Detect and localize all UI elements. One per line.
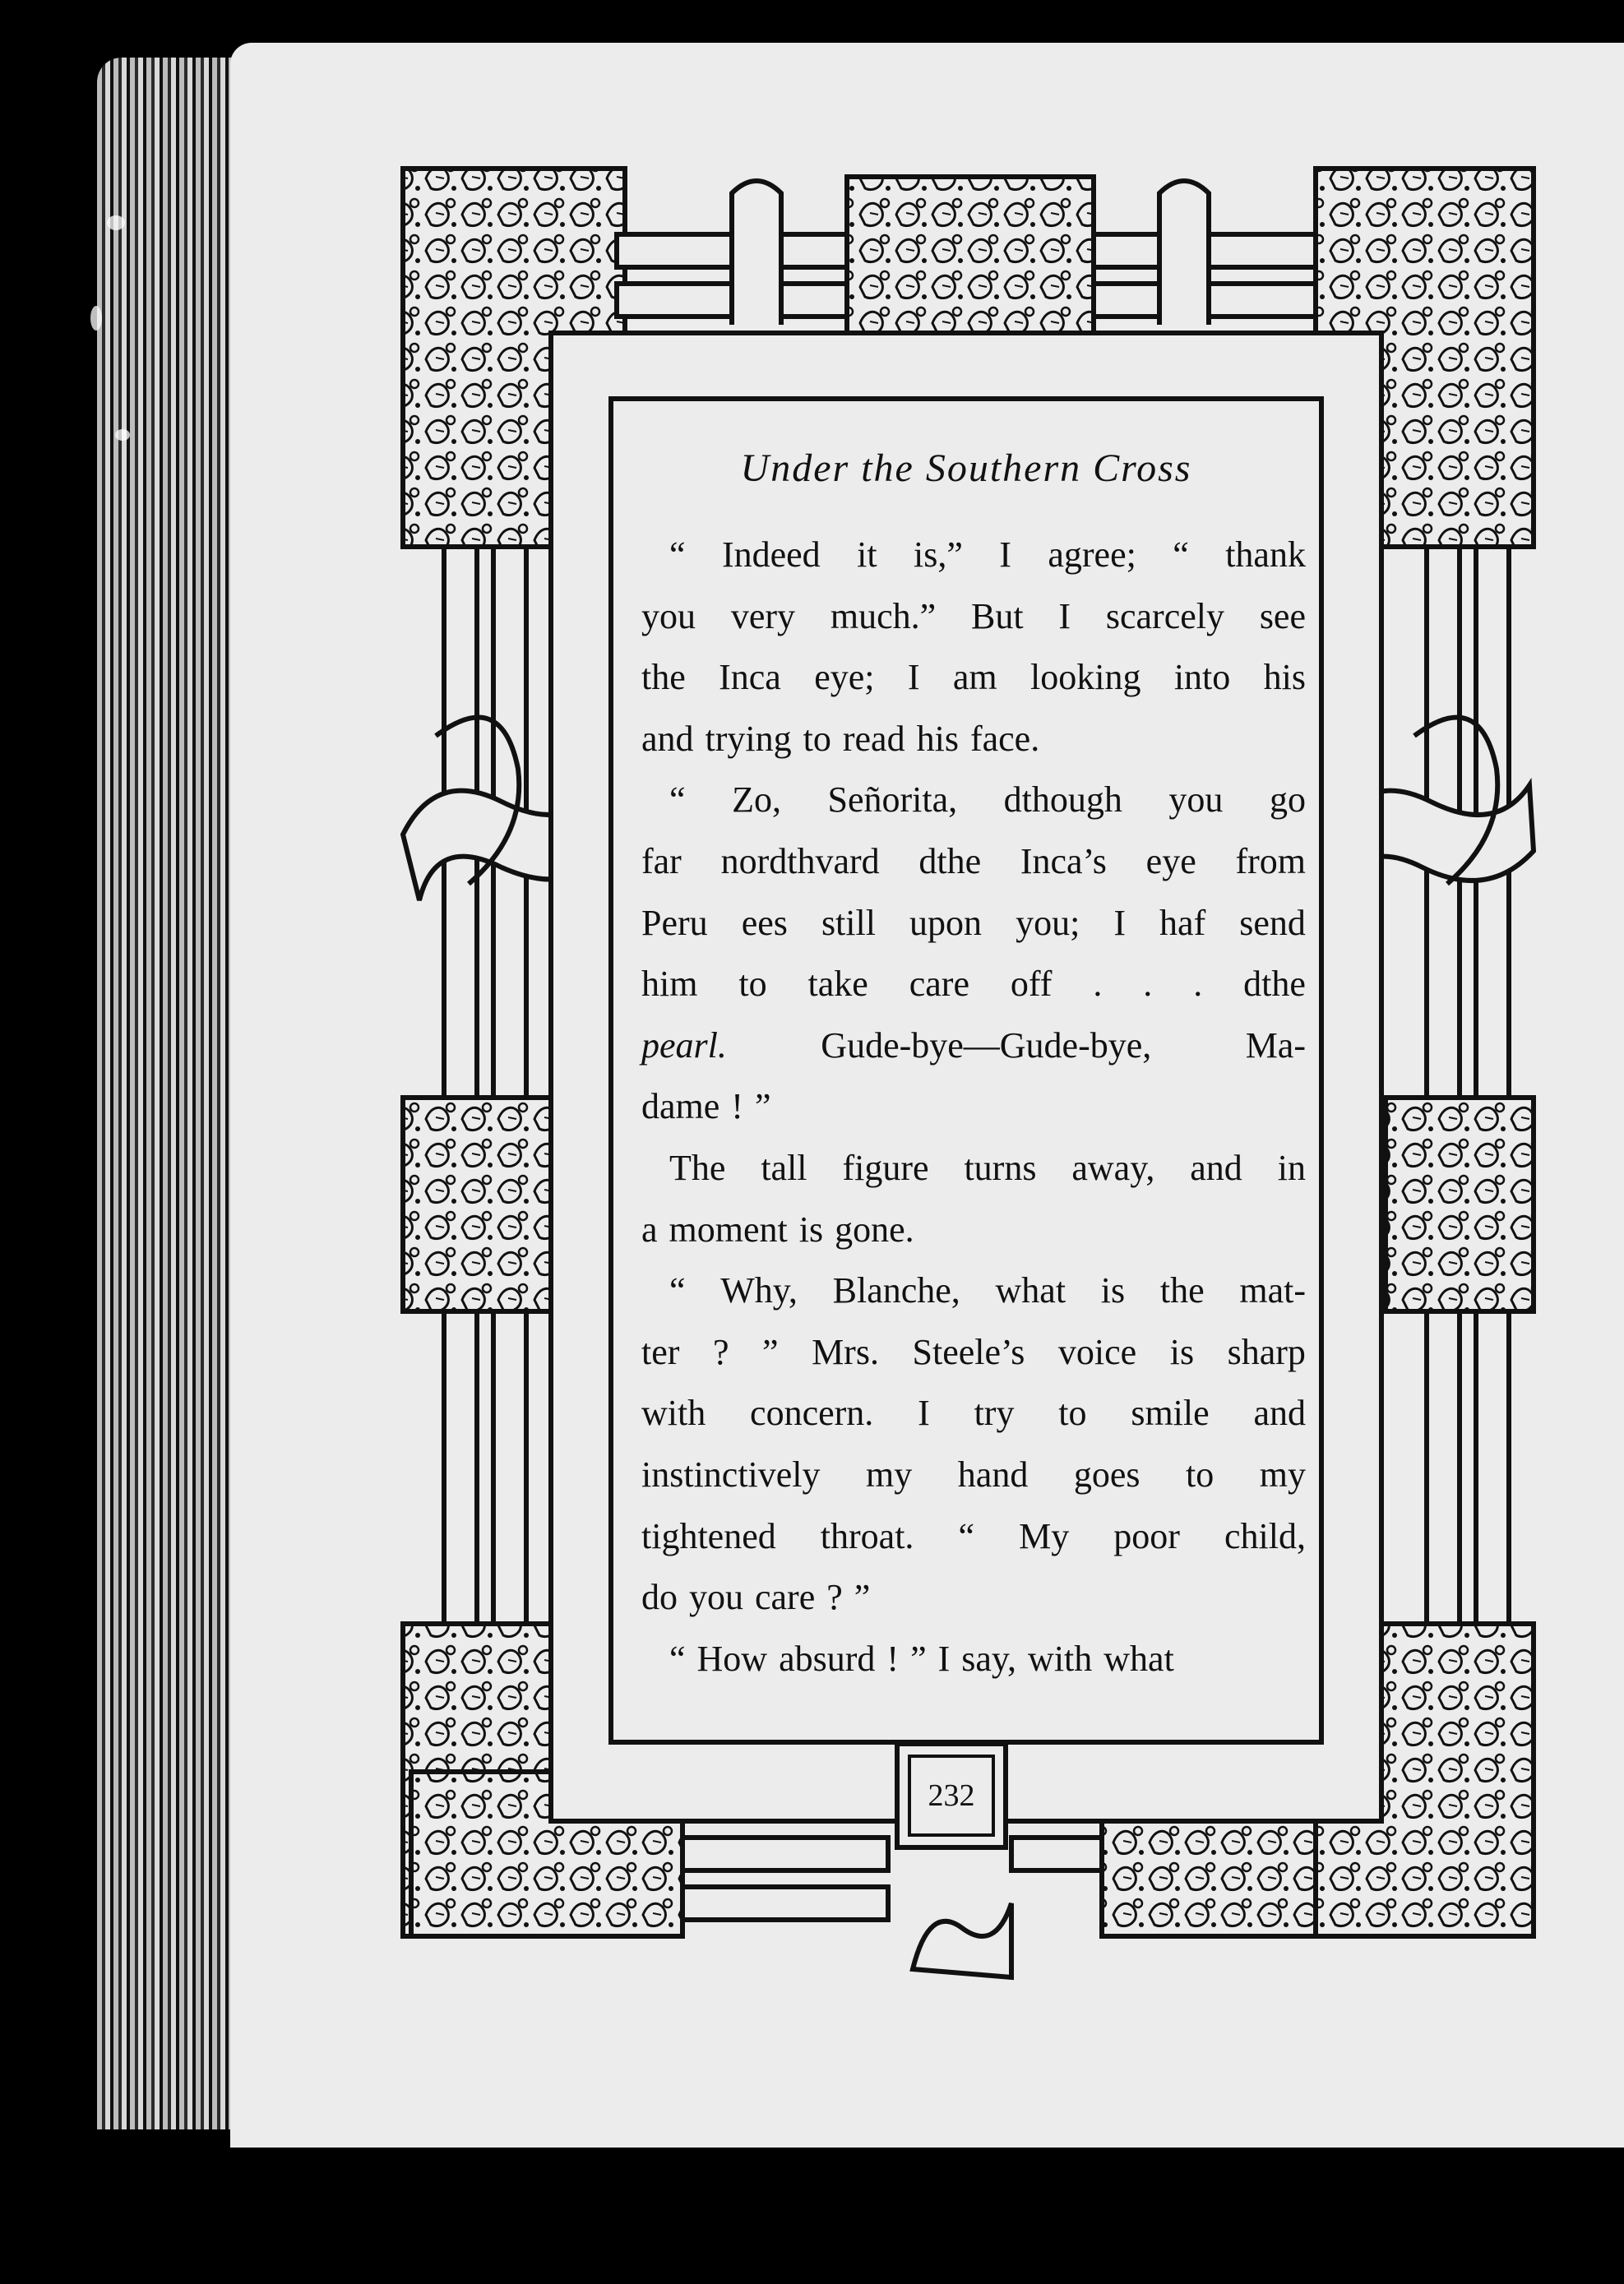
word: his [916, 718, 959, 759]
word: my [1259, 1454, 1306, 1495]
text-line [641, 893, 1306, 955]
word: very [730, 595, 796, 636]
running-head: Under the Southern Cross [740, 446, 1192, 490]
word: is,” [913, 534, 963, 575]
word: I [918, 1393, 930, 1434]
text-line [641, 1076, 1306, 1138]
word: scarcely [1105, 595, 1224, 636]
word: Inca’s [1020, 840, 1107, 881]
word: looking [1030, 657, 1141, 698]
word: I [1113, 902, 1126, 943]
word: ” [762, 1331, 779, 1372]
word: is [798, 1209, 824, 1250]
word: agree; [1048, 534, 1136, 575]
text-line [641, 1322, 1306, 1384]
text-line [641, 1138, 1306, 1200]
word: Steele’s [912, 1331, 1025, 1372]
word: haf [1159, 902, 1206, 943]
word: take [807, 964, 868, 1005]
word: dthe [1243, 964, 1306, 1005]
word: Inca [719, 657, 781, 698]
word: pearl. [641, 1024, 727, 1066]
text-line [641, 1567, 1306, 1629]
word: hand [957, 1454, 1029, 1495]
word: . [1093, 964, 1103, 1005]
word: to [738, 964, 767, 1005]
word: poor [1113, 1515, 1180, 1556]
word: you [641, 595, 696, 636]
text-line [641, 954, 1306, 1015]
text-line [641, 525, 1306, 586]
word: “ [669, 779, 686, 821]
text-line [641, 647, 1306, 709]
word: Mrs. [812, 1331, 879, 1372]
word: ” [910, 1638, 927, 1679]
text-frame [608, 396, 1324, 1745]
word: my [866, 1454, 913, 1495]
word: dthough [1003, 779, 1122, 821]
word: instinctively [641, 1454, 821, 1495]
word: is [1169, 1331, 1195, 1372]
word: I [999, 534, 1011, 575]
word: it [857, 534, 877, 575]
word: and [1253, 1393, 1306, 1434]
word: send [1239, 902, 1306, 943]
word: . [1143, 964, 1153, 1005]
word: ! [731, 1086, 743, 1127]
text-line [641, 1200, 1306, 1261]
text-line [641, 709, 1306, 770]
word: away, [1071, 1147, 1155, 1188]
word: to [1186, 1454, 1215, 1495]
word: do [641, 1577, 678, 1618]
word: go [1269, 779, 1306, 821]
word: But [970, 595, 1024, 636]
word: “ [958, 1515, 975, 1556]
word: much.” [830, 595, 937, 636]
word: smile [1131, 1393, 1210, 1434]
word: Indeed [721, 534, 821, 575]
word: voice [1057, 1331, 1137, 1372]
word: you [689, 1577, 743, 1618]
word: to [1058, 1393, 1087, 1434]
word: see [1259, 595, 1306, 636]
text-line [641, 1506, 1306, 1568]
word: child, [1224, 1515, 1306, 1556]
word: I [907, 657, 920, 698]
word: what [995, 1270, 1066, 1311]
word: you; [1016, 902, 1080, 943]
word: Gude-bye—Gude-bye, [821, 1024, 1152, 1066]
word: ? [712, 1331, 729, 1372]
text-line [641, 1260, 1306, 1322]
text-line [641, 770, 1306, 831]
word: you [1168, 779, 1224, 821]
text-line [641, 831, 1306, 893]
word: what [1103, 1638, 1174, 1679]
word: Zo, [732, 779, 781, 821]
word: I [1058, 595, 1071, 636]
word: care [755, 1577, 816, 1618]
word: say, [961, 1638, 1017, 1679]
word: off [1010, 964, 1053, 1005]
word: eye [1145, 840, 1196, 881]
word: dthe [918, 840, 982, 881]
word: nordthvard [720, 840, 880, 881]
word: ter [641, 1331, 680, 1372]
body-text [641, 525, 1306, 1690]
text-line [641, 1629, 1306, 1690]
word: his [1263, 657, 1306, 698]
word: ! [886, 1638, 900, 1679]
word: gone. [835, 1209, 914, 1250]
word: Peru [641, 902, 708, 943]
text-line [641, 1383, 1306, 1445]
word: ” [754, 1086, 771, 1127]
page-number: 232 [908, 1755, 995, 1837]
word: Señorita, [827, 779, 958, 821]
word: tightened [641, 1515, 776, 1556]
word: upon [909, 902, 983, 943]
word: “ [669, 1270, 686, 1311]
word: read [842, 718, 905, 759]
word: Ma- [1245, 1024, 1306, 1066]
word: care [909, 964, 969, 1005]
word: am [952, 657, 997, 698]
word: with [1028, 1638, 1093, 1679]
text-line [641, 1015, 1306, 1077]
word: sharp [1227, 1331, 1306, 1372]
word: a [641, 1209, 658, 1250]
word: absurd [779, 1638, 876, 1679]
word: Why, [720, 1270, 798, 1311]
word: trying [705, 718, 792, 759]
word: to [803, 718, 831, 759]
dust-speck [107, 215, 125, 230]
word: “ [669, 1638, 686, 1679]
word: figure [842, 1147, 929, 1188]
word: dame [641, 1086, 720, 1127]
text-line [641, 1445, 1306, 1506]
word: ” [854, 1577, 871, 1618]
word: still [821, 902, 876, 943]
word: the [1159, 1270, 1205, 1311]
word: mat- [1239, 1270, 1306, 1311]
word: turns [964, 1147, 1037, 1188]
word: throat. [820, 1515, 914, 1556]
folio-box [895, 1741, 1008, 1850]
word: is [1100, 1270, 1126, 1311]
word: How [696, 1638, 768, 1679]
word: and [641, 718, 694, 759]
text-line [641, 586, 1306, 648]
word: with [641, 1393, 706, 1434]
word: . [1193, 964, 1203, 1005]
word: the [641, 657, 686, 698]
word: My [1019, 1515, 1070, 1556]
word: from [1235, 840, 1306, 881]
word: try [974, 1393, 1015, 1434]
word: “ [669, 534, 686, 575]
word: thank [1225, 534, 1306, 575]
word: tall [761, 1147, 807, 1188]
word: face. [969, 718, 1040, 759]
word: far [641, 840, 682, 881]
word: “ [1173, 534, 1189, 575]
word: and [1190, 1147, 1242, 1188]
word: into [1173, 657, 1231, 698]
word: him [641, 964, 698, 1005]
word: in [1277, 1147, 1306, 1188]
word: goes [1073, 1454, 1141, 1495]
word: concern. [750, 1393, 874, 1434]
word: ? [826, 1577, 843, 1618]
word: moment [669, 1209, 788, 1250]
dust-speck [115, 429, 130, 441]
word: The [669, 1147, 726, 1188]
dust-speck [90, 306, 102, 331]
word: I [937, 1638, 951, 1679]
word: eye; [814, 657, 875, 698]
word: Blanche, [832, 1270, 960, 1311]
word: ees [741, 902, 788, 943]
